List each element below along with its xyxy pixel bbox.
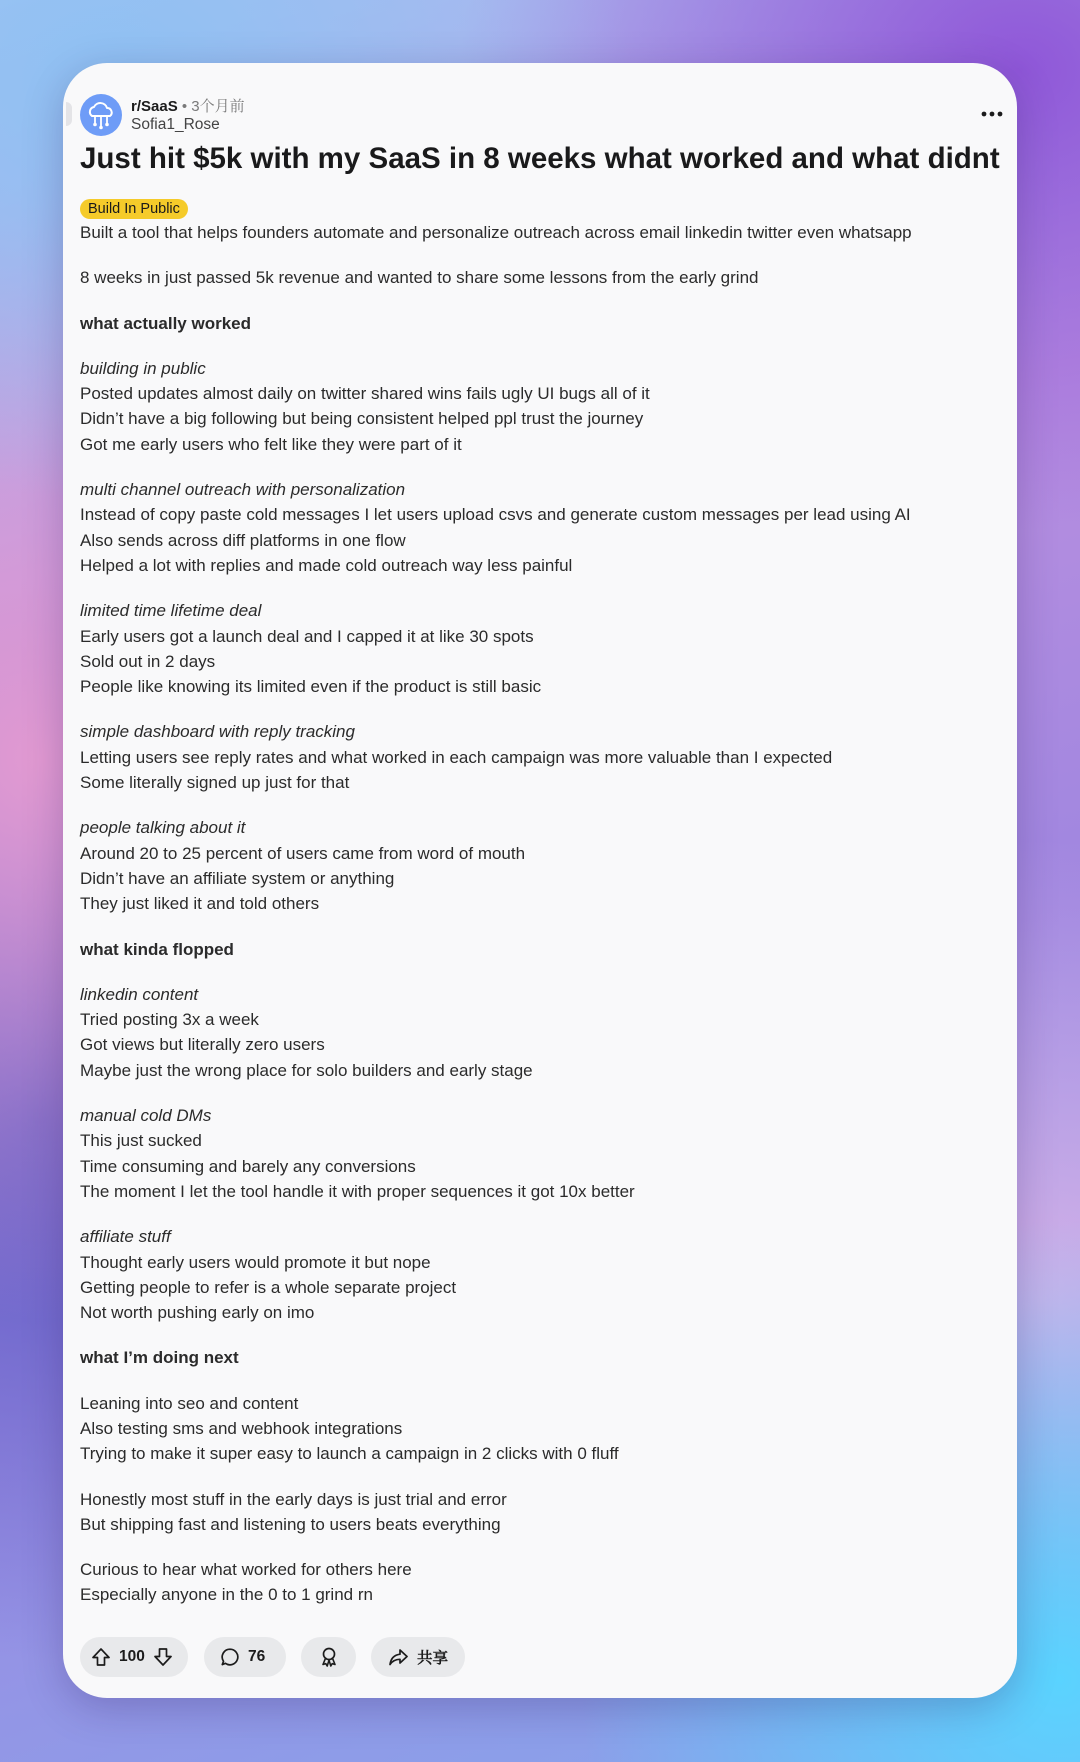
line: Didn’t have a big following but being consistent helped ppl trust the journey [80, 409, 644, 429]
section-heading: what actually worked [80, 313, 251, 333]
downvote-button[interactable] [153, 1647, 173, 1667]
vote-pill [80, 1637, 188, 1677]
line: Some literally signed up just for that [80, 773, 350, 793]
section-heading: what kinda flopped [80, 939, 234, 959]
paragraph: 8 weeks in just passed 5k revenue and wanted to share some lessons from the early grind [80, 268, 759, 288]
comment-bubble-icon [220, 1647, 240, 1667]
line: Time consuming and barely any conversions [80, 1156, 416, 1176]
line: People like knowing its limited even if the product is still basic [80, 677, 542, 697]
line: Leaning into seo and content [80, 1393, 299, 1413]
line: Also testing sms and webhook integrations [80, 1418, 403, 1438]
subsection [80, 1103, 1000, 1204]
line: This just sucked [80, 1131, 202, 1151]
section-heading: what I’m doing next [80, 1348, 239, 1368]
subsection-heading: people talking about it [80, 818, 246, 838]
post-body [80, 220, 1000, 1628]
line: They just liked it and told others [80, 894, 320, 914]
share-label: 共享 [417, 1650, 449, 1667]
share-button[interactable] [371, 1637, 465, 1677]
line: Not worth pushing early on imo [80, 1303, 315, 1323]
subsection [80, 598, 1000, 699]
line: Sold out in 2 days [80, 651, 216, 671]
subsection [80, 982, 1000, 1083]
award-icon [318, 1646, 340, 1668]
subreddit-avatar[interactable] [80, 94, 122, 136]
line: Getting people to refer is a whole separate project [80, 1277, 457, 1297]
subsection-heading: affiliate stuff [80, 1227, 171, 1247]
line: Especially anyone in the 0 to 1 grind rn [80, 1585, 373, 1605]
line: Curious to hear what worked for others here [80, 1560, 412, 1580]
line: The moment I let the tool handle it with proper sequences it got 10x better [80, 1181, 635, 1201]
post-title[interactable]: Just hit $5k with my SaaS in 8 weeks what worked and what didnt [80, 142, 1000, 175]
subsection [80, 356, 1000, 457]
share-arrow-icon [388, 1647, 409, 1667]
post-flair[interactable]: Build In Public [80, 199, 188, 219]
downvote-arrow-icon [153, 1647, 173, 1667]
line: Tried posting 3x a week [80, 1010, 259, 1030]
paragraph: Built a tool that helps founders automate and personalize outreach across email linkedin twitter even whatsapp [80, 223, 912, 242]
more-options-button[interactable] [972, 102, 1012, 126]
line: Thought early users would promote it but nope [80, 1252, 431, 1272]
line: Also sends across diff platforms in one flow [80, 530, 406, 550]
line: Letting users see reply rates and what worked in each campaign was more valuable than I expected [80, 747, 833, 767]
award-button[interactable] [301, 1637, 356, 1677]
line: Trying to make it super easy to launch a campaign in 2 clicks with 0 fluff [80, 1444, 619, 1464]
subsection [80, 719, 1000, 795]
comment-count: 76 [248, 1648, 266, 1665]
line: Early users got a launch deal and I capped it at like 30 spots [80, 626, 534, 646]
subsection-heading: building in public [80, 358, 206, 378]
line: Honestly most stuff in the early days is just trial and error [80, 1489, 507, 1509]
subreddit-meta [131, 95, 245, 116]
line: Maybe just the wrong place for solo builders and early stage [80, 1060, 533, 1080]
subsection [80, 477, 1000, 578]
author-name[interactable]: Sofia1_Rose [131, 116, 220, 133]
line: Didn’t have an affiliate system or anything [80, 868, 395, 888]
paragraph [80, 1487, 1000, 1538]
vote-count: 100 [119, 1648, 145, 1665]
paragraph [80, 1557, 1000, 1608]
subsection-heading: limited time lifetime deal [80, 601, 262, 621]
line: Helped a lot with replies and made cold outreach way less painful [80, 555, 573, 575]
subsection-heading: linkedin content [80, 984, 199, 1004]
line: Got views but literally zero users [80, 1035, 325, 1055]
subreddit-link[interactable]: r/SaaS [131, 98, 178, 115]
line: But shipping fast and listening to users beats everything [80, 1514, 501, 1534]
paragraph [80, 1391, 1000, 1467]
comments-button[interactable] [204, 1637, 286, 1677]
subsection [80, 1224, 1000, 1325]
post-time: • 3个月前 [181, 98, 245, 115]
more-dots-icon [981, 111, 1003, 117]
upvote-arrow-icon [91, 1647, 111, 1667]
line: Around 20 to 25 percent of users came from word of mouth [80, 843, 526, 863]
subsection-heading: manual cold DMs [80, 1106, 212, 1126]
line: Posted updates almost daily on twitter shared wins fails ugly UI bugs all of it [80, 384, 650, 404]
subsection-heading: simple dashboard with reply tracking [80, 722, 355, 742]
subsection-heading: multi channel outreach with personalization [80, 480, 406, 500]
upvote-button[interactable] [91, 1647, 111, 1667]
line: Instead of copy paste cold messages I let users upload csvs and generate custom messages per lead using AI [80, 505, 911, 525]
cloud-network-icon [83, 97, 119, 133]
subsection [80, 815, 1000, 916]
card-edge-tab [66, 102, 72, 126]
line: Got me early users who felt like they were part of it [80, 434, 462, 454]
